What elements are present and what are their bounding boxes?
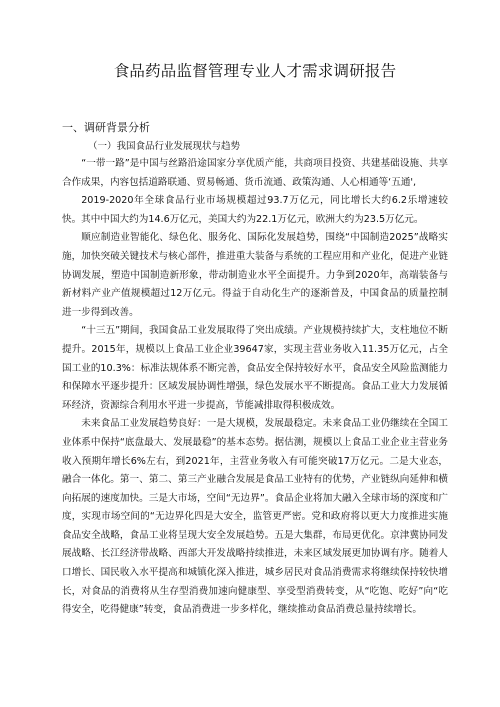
section-heading-background: 一、调研背景分析 [62, 121, 150, 134]
paragraph-global-market: 2019-2020年全球食品行业市场规模超过93.7万亿元，同比增长大约6.2乐增速较快。其中中国大约为14.6万亿元，美国大约为22.1万亿元，欧洲大约为23.5万亿元。 [62, 195, 448, 225]
subsection-heading-industry-status: （一）我国食品行业发展现状与趋势 [88, 141, 241, 152]
paragraph-13th-five-year: “十三五”期间，我国食品工业发展取得了突出成绩。产业规模持续扩大，支柱地位不断提升。2015年，规模以上食品工业企业39647家，实现主营业务收入11.35万亿元，占全国工业的10.3%：标准法规体系不断完善，食品安全保持较好水平，食品安全风险监测能力和保障水平逐步提升：区域发展协调性增强，绿色发展水平不断提高。食品工业大力发展循环经济，资源综合利用水平进一步提高，节能减排取得积极成效。 [62, 325, 448, 411]
document-title: 食品药品监督管理专业人才需求调研报告 [113, 62, 397, 80]
paragraph-future-trends: 未来食品工业发展趋势良好：一是大规模，发展最稳定。未来食品工业仍继续在全国工业体系中保持“底盘最大、发展最稳”的基本态势。据估测，规模以上食品工业企业主营业务收入预期年增长6%左右，到2021年，主营业务收入有可能突破17万亿元。二是大业态，融合一体化。第一、第二、第三产业融合发展是食品工业特有的优势，产业链纵向延伸和横向拓展的速度加快。三是大市场，空间“无边界”。食品企业将加大融入全球市场的深度和广度，实现市场空间的“无边界化四是大安全，监管更严密。党和政府将以更大力度推进实施食品安全战略，食品工业将呈现大安全发展趋势。五是大集群，布局更优化。京津冀协同发展战略、长江经济带战略、西部大开发战略持续推进，未来区域发展更加协调有序。随着人口增长、国民收入水平提高和城镇化深入推进，城乡居民对食品消费需求将继续保持较快增长，对食品的消费将从生存型消费加速向健康型、享受型消费转变，从“吃饱、吃好”向“吃得安全，吃得健康”转变，食品消费进一步多样化，继续推动食品消费总量持续增长。 [62, 418, 448, 616]
paragraph-belt-and-road: “一带一路”是中国与丝路沿途国家分享优质产能，共商项目投资、共建基础设施、共享合作成果，内容包括道路联通、贸易畅通、货币流通、政策沟通、人心相通等‘五通', [62, 158, 448, 188]
paragraph-manufacturing-2025: 顺应制造业智能化、绿色化、服务化、国际化发展趋势，围绕“中国制造2025”战略实施，加快突破关键技术与核心部件，推进重大装备与系统的工程应用和产业化，促进产业链协调发展，塑造中国制造新形象，带动制造业水平全面提升。力争到2020年，高端装备与新材料产业产值规模超过12万亿元。得益于自动化生产的逐渐普及，中国食品的质量控制进一步得到改善。 [62, 232, 448, 318]
